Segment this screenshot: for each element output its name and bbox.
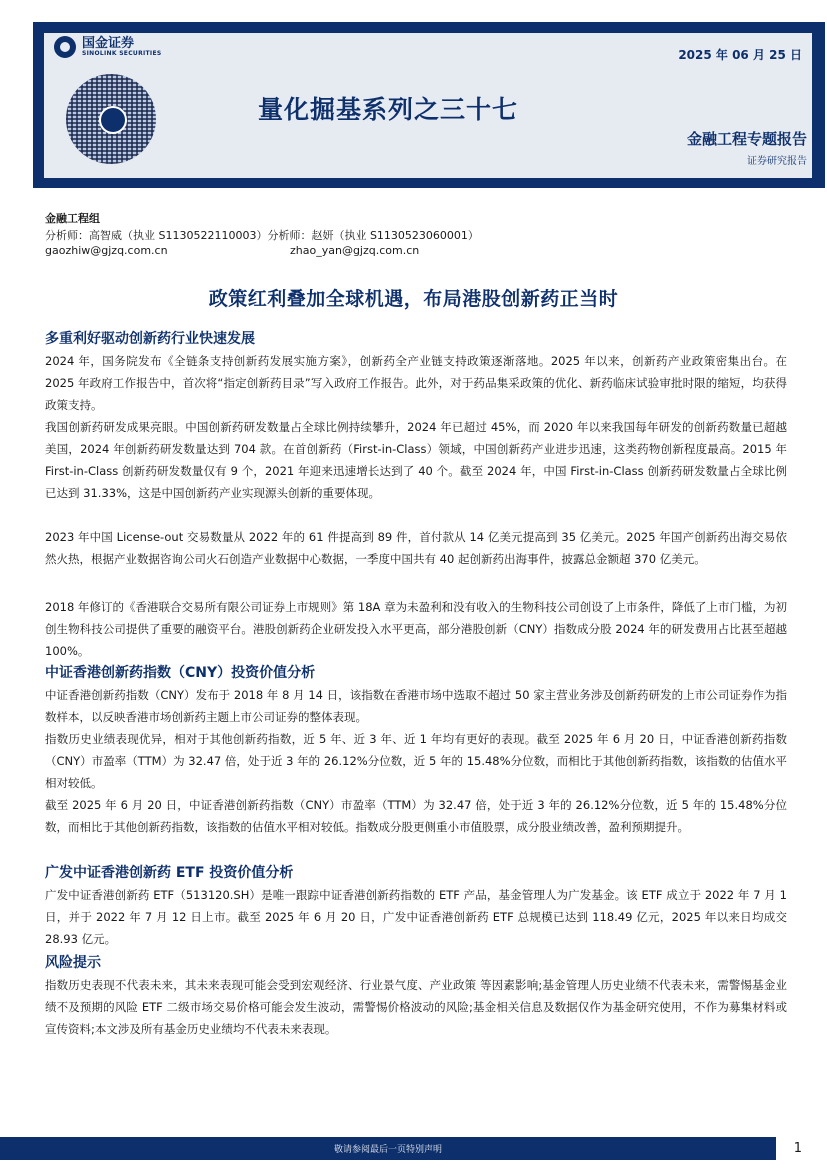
paragraph: 2024 年，国务院发布《全链条支持创新药发展实施方案》，创新药全产业链支持政策逐渐落地。2025 年以来，创新药产业政策密集出台。在 2025 年政府工作报告中，首次将“指定创新药目录”写入政府工作报告。此外，对于药品集采政策的优化、新药临床试验审批时限的缩短，均获得政策支持。 xyxy=(45,354,787,412)
report-type: 金融工程专题报告 xyxy=(686,130,807,148)
paragraph: 2023 年中国 License-out 交易数量从 2022 年的 61 件提高到 89 件，首付款从 14 亿美元提高到 35 亿美元。2025 年国产创新药出海交易依然火热，根据产业数据咨询公司火石创造产业数据中心数据，一季度中国共有 40 起创新药出海事件，披露总金额超 370 亿美元。 xyxy=(45,530,787,566)
section-title-etf: 广发中证香港创新药 ETF 投资价值分析 xyxy=(45,865,294,881)
logo-text-cn: 国金证券 xyxy=(82,36,135,51)
footer-disclaimer: 敬请参阅最后一页特别声明 xyxy=(333,1145,442,1155)
paragraph: 中证香港创新药指数（CNY）发布于 2018 年 8 月 14 日，该指数在香港市场中选取不超过 50 家主营业务涉及创新药研发的上市公司证券作为指数样本，以反映香港市场创新药主题上市公司证券的整体表现。 xyxy=(45,688,787,724)
section-title-index: 中证香港创新药指数（CNY）投资价值分析 xyxy=(45,665,316,681)
analyst-line: 分析师：高智威（执业 S1130522110003）分析师：赵妍（执业 S1130523060001） xyxy=(45,229,479,242)
paragraph: 我国创新药研发成果亮眼。中国创新药研发数量占全球比例持续攀升，2024 年已超过 45%，而 2020 年以来我国每年研发的创新药数量已超越美国，2024 年创新药研发数量达到 704 款。在首创新药（First-in-Class）领域，中国创新药产业进步迅速，这类药物创新程度最高。2015 年 First-in-Class 创新药研发数量仅有 9 个，2021 年迎来迅速增长达到了 40 个。截至 2024 年，中国 First-in-Class 创新药研发数量占全球比例已达到 31.33%，这是中国创新药产业实现源头创新的重要体现。 xyxy=(45,420,787,500)
paragraph: 截至 2025 年 6 月 20 日，中证香港创新药指数（CNY）市盈率（TTM）为 32.47 倍，处于近 3 年的 26.12%分位数，近 5 年的 15.48%分位数，而相比于其他创新药指数，该指数的估值水平相对较低。指数成分股更侧重小市值股票，成分股业绩改善，盈利预期提升。 xyxy=(45,798,787,834)
paragraph: 指数历史业绩表现优异，相对于其他创新药指数，近 5 年、近 3 年、近 1 年均有更好的表现。截至 2025 年 6 月 20 日，中证香港创新药指数（CNY）市盈率（TTM）为 32.47 倍，处于近 3 年的 26.12%分位数，近 5 年的 15.48%分位数，而相比于其他创新药指数，该指数的估值水平相对较低。 xyxy=(45,732,787,790)
analyst-email-1: gaozhiw@gjzq.com.cn xyxy=(45,244,168,257)
team-name: 金融工程组 xyxy=(45,212,100,225)
paragraph: 广发中证香港创新药 ETF（513120.SH）是唯一跟踪中证香港创新药指数的 ETF 产品，基金管理人为广发基金。该 ETF 成立于 2022 年 7 月 1 日，并于 2022 年 7 月 12 日上市。截至 2025 年 6 月 20 日，广发中证香港创新药 ETF 总规模已达到 118.49 亿元，2025 年以来日均成交 28.93 亿元。 xyxy=(45,888,787,946)
paragraph: 指数历史表现不代表未来，其未来表现可能会受到宏观经济、行业景气度、产业政策 等因素影响;基金管理人历史业绩不代表未来，需警惕基金业绩不及预期的风险 ETF 二级市场交易价格可能会发生波动，需警惕价格波动的风险;基金相关信息及数据仅作为基金研究使用，不作为募集材料或宣传资料;本文涉及所有基金历史业绩均不代表未来表现。 xyxy=(45,978,787,1036)
section-title-industry: 多重利好驱动创新药行业快速发展 xyxy=(45,331,255,347)
company-logo xyxy=(54,36,161,58)
page-number: 1 xyxy=(793,1141,802,1156)
series-title: 量化掘基系列之三十七 xyxy=(258,95,519,124)
report-subtype: 证券研究报告 xyxy=(747,156,807,167)
logo-icon xyxy=(54,36,76,58)
qr-center-logo-icon xyxy=(99,106,127,134)
analyst-email-2: zhao_yan@gjzq.com.cn xyxy=(290,244,420,257)
paragraph: 2018 年修订的《香港联合交易所有限公司证券上市规则》第 18A 章为未盈利和没有收入的生物科技公司创设了上市条件，降低了上市门槛，为初创生物科技公司提供了重要的融资平台。港股创新药企业研发投入水平更高，部分港股创新（CNY）指数成分股 2024 年的研发费用占比甚至超越 100%。 xyxy=(45,600,787,658)
logo-text-en: SINOLINK SECURITIES xyxy=(82,50,162,57)
section-title-risk: 风险提示 xyxy=(45,955,101,971)
report-headline: 政策红利叠加全球机遇，布局港股创新药正当时 xyxy=(208,288,619,310)
report-date: 2025 年 06 月 25 日 xyxy=(678,48,802,62)
